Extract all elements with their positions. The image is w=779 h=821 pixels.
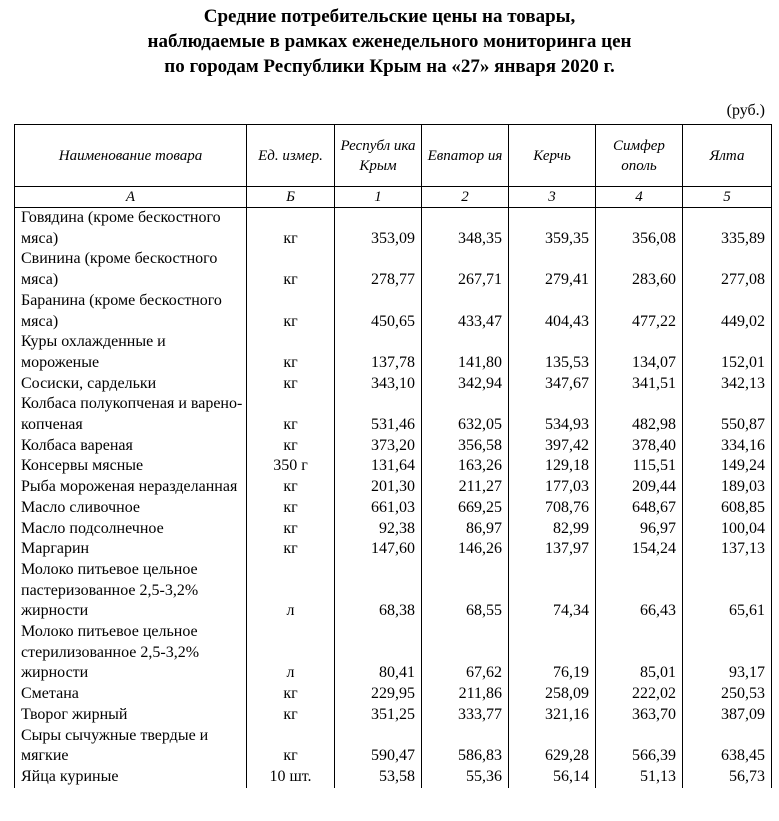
unit-cell: кг	[247, 208, 335, 250]
price-table	[14, 124, 772, 788]
price-simferopol: 566,39	[596, 726, 683, 767]
title-line-3: по городам Республики Крым на «27» января 2020 г.	[164, 56, 615, 77]
price-yalta: 149,24	[683, 456, 772, 477]
unit-cell: кг	[247, 539, 335, 560]
product-name: Сыры сычужные твердые и мягкие	[15, 726, 247, 767]
price-republic-crimea: 353,09	[335, 208, 422, 250]
unit-cell: кг	[247, 684, 335, 705]
unit-cell: кг	[247, 477, 335, 498]
price-evpatoria: 342,94	[422, 374, 509, 395]
price-kerch: 258,09	[509, 684, 596, 705]
unit-cell: 350 г	[247, 456, 335, 477]
price-yalta: 93,17	[683, 622, 772, 684]
price-evpatoria: 163,26	[422, 456, 509, 477]
letter-c3: 3	[509, 187, 596, 208]
product-name: Баранина (кроме бескостного мяса)	[15, 291, 247, 332]
table-row	[15, 456, 772, 477]
letter-c4: 4	[596, 187, 683, 208]
unit-cell: 10 шт.	[247, 767, 335, 788]
price-evpatoria: 669,25	[422, 498, 509, 519]
document-title	[0, 4, 779, 79]
price-evpatoria: 632,05	[422, 394, 509, 435]
price-kerch: 708,76	[509, 498, 596, 519]
unit-cell: кг	[247, 498, 335, 519]
letter-unit: Б	[247, 187, 335, 208]
header-simferopol: Симфер ополь	[596, 125, 683, 187]
price-evpatoria: 211,27	[422, 477, 509, 498]
unit-cell: кг	[247, 726, 335, 767]
price-republic-crimea: 373,20	[335, 436, 422, 457]
price-republic-crimea: 92,38	[335, 519, 422, 540]
price-republic-crimea: 351,25	[335, 705, 422, 726]
price-kerch: 135,53	[509, 332, 596, 373]
letter-name: А	[15, 187, 247, 208]
price-simferopol: 115,51	[596, 456, 683, 477]
price-yalta: 387,09	[683, 705, 772, 726]
price-yalta: 342,13	[683, 374, 772, 395]
price-yalta: 189,03	[683, 477, 772, 498]
table-row	[15, 622, 772, 684]
price-kerch: 279,41	[509, 249, 596, 290]
product-name: Молоко питьевое цельное пастеризованное 2,5-3,2% жирности	[15, 560, 247, 622]
price-republic-crimea: 661,03	[335, 498, 422, 519]
unit-cell: кг	[247, 436, 335, 457]
column-letters-row	[15, 187, 772, 208]
unit-cell: кг	[247, 374, 335, 395]
table-header-row	[15, 125, 772, 187]
header-evpatoria: Евпатор ия	[422, 125, 509, 187]
unit-cell: кг	[247, 705, 335, 726]
price-simferopol: 363,70	[596, 705, 683, 726]
header-product-name: Наименование товара	[15, 125, 247, 187]
price-kerch: 321,16	[509, 705, 596, 726]
product-name: Масло подсолнечное	[15, 519, 247, 540]
price-yalta: 638,45	[683, 726, 772, 767]
price-kerch: 76,19	[509, 622, 596, 684]
price-yalta: 137,13	[683, 539, 772, 560]
product-name: Консервы мясные	[15, 456, 247, 477]
price-simferopol: 482,98	[596, 394, 683, 435]
price-republic-crimea: 147,60	[335, 539, 422, 560]
title-line-2: наблюдаемые в рамках еженедельного мониторинга цен	[147, 31, 632, 52]
table-row	[15, 332, 772, 373]
table-row	[15, 394, 772, 435]
price-evpatoria: 68,55	[422, 560, 509, 622]
letter-c2: 2	[422, 187, 509, 208]
price-evpatoria: 333,77	[422, 705, 509, 726]
table-row	[15, 374, 772, 395]
table-row	[15, 249, 772, 290]
price-republic-crimea: 229,95	[335, 684, 422, 705]
header-yalta: Ялта	[683, 125, 772, 187]
product-name: Колбаса вареная	[15, 436, 247, 457]
price-simferopol: 356,08	[596, 208, 683, 250]
price-republic-crimea: 450,65	[335, 291, 422, 332]
price-simferopol: 209,44	[596, 477, 683, 498]
price-republic-crimea: 68,38	[335, 560, 422, 622]
price-evpatoria: 67,62	[422, 622, 509, 684]
currency-unit-note: (руб.)	[726, 102, 765, 119]
table-row	[15, 291, 772, 332]
product-name: Маргарин	[15, 539, 247, 560]
table-body	[15, 208, 772, 788]
price-kerch: 347,67	[509, 374, 596, 395]
price-republic-crimea: 201,30	[335, 477, 422, 498]
price-simferopol: 96,97	[596, 519, 683, 540]
unit-cell: кг	[247, 519, 335, 540]
price-kerch: 56,14	[509, 767, 596, 788]
price-yalta: 277,08	[683, 249, 772, 290]
product-name: Колбаса полукопченая и варено-копченая	[15, 394, 247, 435]
price-simferopol: 134,07	[596, 332, 683, 373]
price-evpatoria: 55,36	[422, 767, 509, 788]
table-row	[15, 208, 772, 250]
product-name: Рыба мороженая неразделанная	[15, 477, 247, 498]
header-unit: Ед. измер.	[247, 125, 335, 187]
price-yalta: 65,61	[683, 560, 772, 622]
price-evpatoria: 146,26	[422, 539, 509, 560]
price-republic-crimea: 278,77	[335, 249, 422, 290]
price-republic-crimea: 131,64	[335, 456, 422, 477]
product-name: Свинина (кроме бескостного мяса)	[15, 249, 247, 290]
price-yalta: 250,53	[683, 684, 772, 705]
price-kerch: 629,28	[509, 726, 596, 767]
price-kerch: 404,43	[509, 291, 596, 332]
letter-c1: 1	[335, 187, 422, 208]
product-name: Молоко питьевое цельное стерилизованное 2,5-3,2% жирности	[15, 622, 247, 684]
header-republic-crimea: Республ ика Крым	[335, 125, 422, 187]
price-yalta: 56,73	[683, 767, 772, 788]
unit-cell: л	[247, 622, 335, 684]
price-kerch: 177,03	[509, 477, 596, 498]
product-name: Сосиски, сардельки	[15, 374, 247, 395]
price-republic-crimea: 137,78	[335, 332, 422, 373]
price-republic-crimea: 531,46	[335, 394, 422, 435]
price-republic-crimea: 80,41	[335, 622, 422, 684]
table-row	[15, 498, 772, 519]
unit-cell: л	[247, 560, 335, 622]
unit-cell: кг	[247, 332, 335, 373]
table-row	[15, 560, 772, 622]
price-evpatoria: 433,47	[422, 291, 509, 332]
price-kerch: 137,97	[509, 539, 596, 560]
price-yalta: 335,89	[683, 208, 772, 250]
product-name: Говядина (кроме бескостного мяса)	[15, 208, 247, 250]
unit-cell: кг	[247, 291, 335, 332]
price-evpatoria: 356,58	[422, 436, 509, 457]
price-yalta: 608,85	[683, 498, 772, 519]
table-row	[15, 477, 772, 498]
product-name: Куры охлажденные и мороженые	[15, 332, 247, 373]
price-evpatoria: 267,71	[422, 249, 509, 290]
letter-c5: 5	[683, 187, 772, 208]
unit-cell: кг	[247, 394, 335, 435]
price-evpatoria: 348,35	[422, 208, 509, 250]
price-simferopol: 154,24	[596, 539, 683, 560]
price-kerch: 129,18	[509, 456, 596, 477]
price-yalta: 152,01	[683, 332, 772, 373]
price-yalta: 334,16	[683, 436, 772, 457]
price-republic-crimea: 53,58	[335, 767, 422, 788]
table-row	[15, 767, 772, 788]
price-republic-crimea: 343,10	[335, 374, 422, 395]
header-kerch: Керчь	[509, 125, 596, 187]
product-name: Яйца куриные	[15, 767, 247, 788]
unit-cell: кг	[247, 249, 335, 290]
price-evpatoria: 86,97	[422, 519, 509, 540]
price-simferopol: 51,13	[596, 767, 683, 788]
price-yalta: 449,02	[683, 291, 772, 332]
price-simferopol: 66,43	[596, 560, 683, 622]
table-row	[15, 705, 772, 726]
price-kerch: 82,99	[509, 519, 596, 540]
title-line-1: Средние потребительские цены на товары,	[203, 6, 576, 27]
table-row	[15, 436, 772, 457]
price-simferopol: 341,51	[596, 374, 683, 395]
price-evpatoria: 211,86	[422, 684, 509, 705]
price-yalta: 550,87	[683, 394, 772, 435]
price-simferopol: 648,67	[596, 498, 683, 519]
product-name: Сметана	[15, 684, 247, 705]
price-kerch: 397,42	[509, 436, 596, 457]
price-simferopol: 222,02	[596, 684, 683, 705]
price-simferopol: 283,60	[596, 249, 683, 290]
price-kerch: 74,34	[509, 560, 596, 622]
price-simferopol: 378,40	[596, 436, 683, 457]
price-kerch: 359,35	[509, 208, 596, 250]
price-simferopol: 85,01	[596, 622, 683, 684]
product-name: Творог жирный	[15, 705, 247, 726]
price-evpatoria: 586,83	[422, 726, 509, 767]
price-kerch: 534,93	[509, 394, 596, 435]
price-evpatoria: 141,80	[422, 332, 509, 373]
table-row	[15, 539, 772, 560]
table-row	[15, 684, 772, 705]
price-republic-crimea: 590,47	[335, 726, 422, 767]
price-yalta: 100,04	[683, 519, 772, 540]
table-row	[15, 519, 772, 540]
price-simferopol: 477,22	[596, 291, 683, 332]
table-row	[15, 726, 772, 767]
product-name: Масло сливочное	[15, 498, 247, 519]
